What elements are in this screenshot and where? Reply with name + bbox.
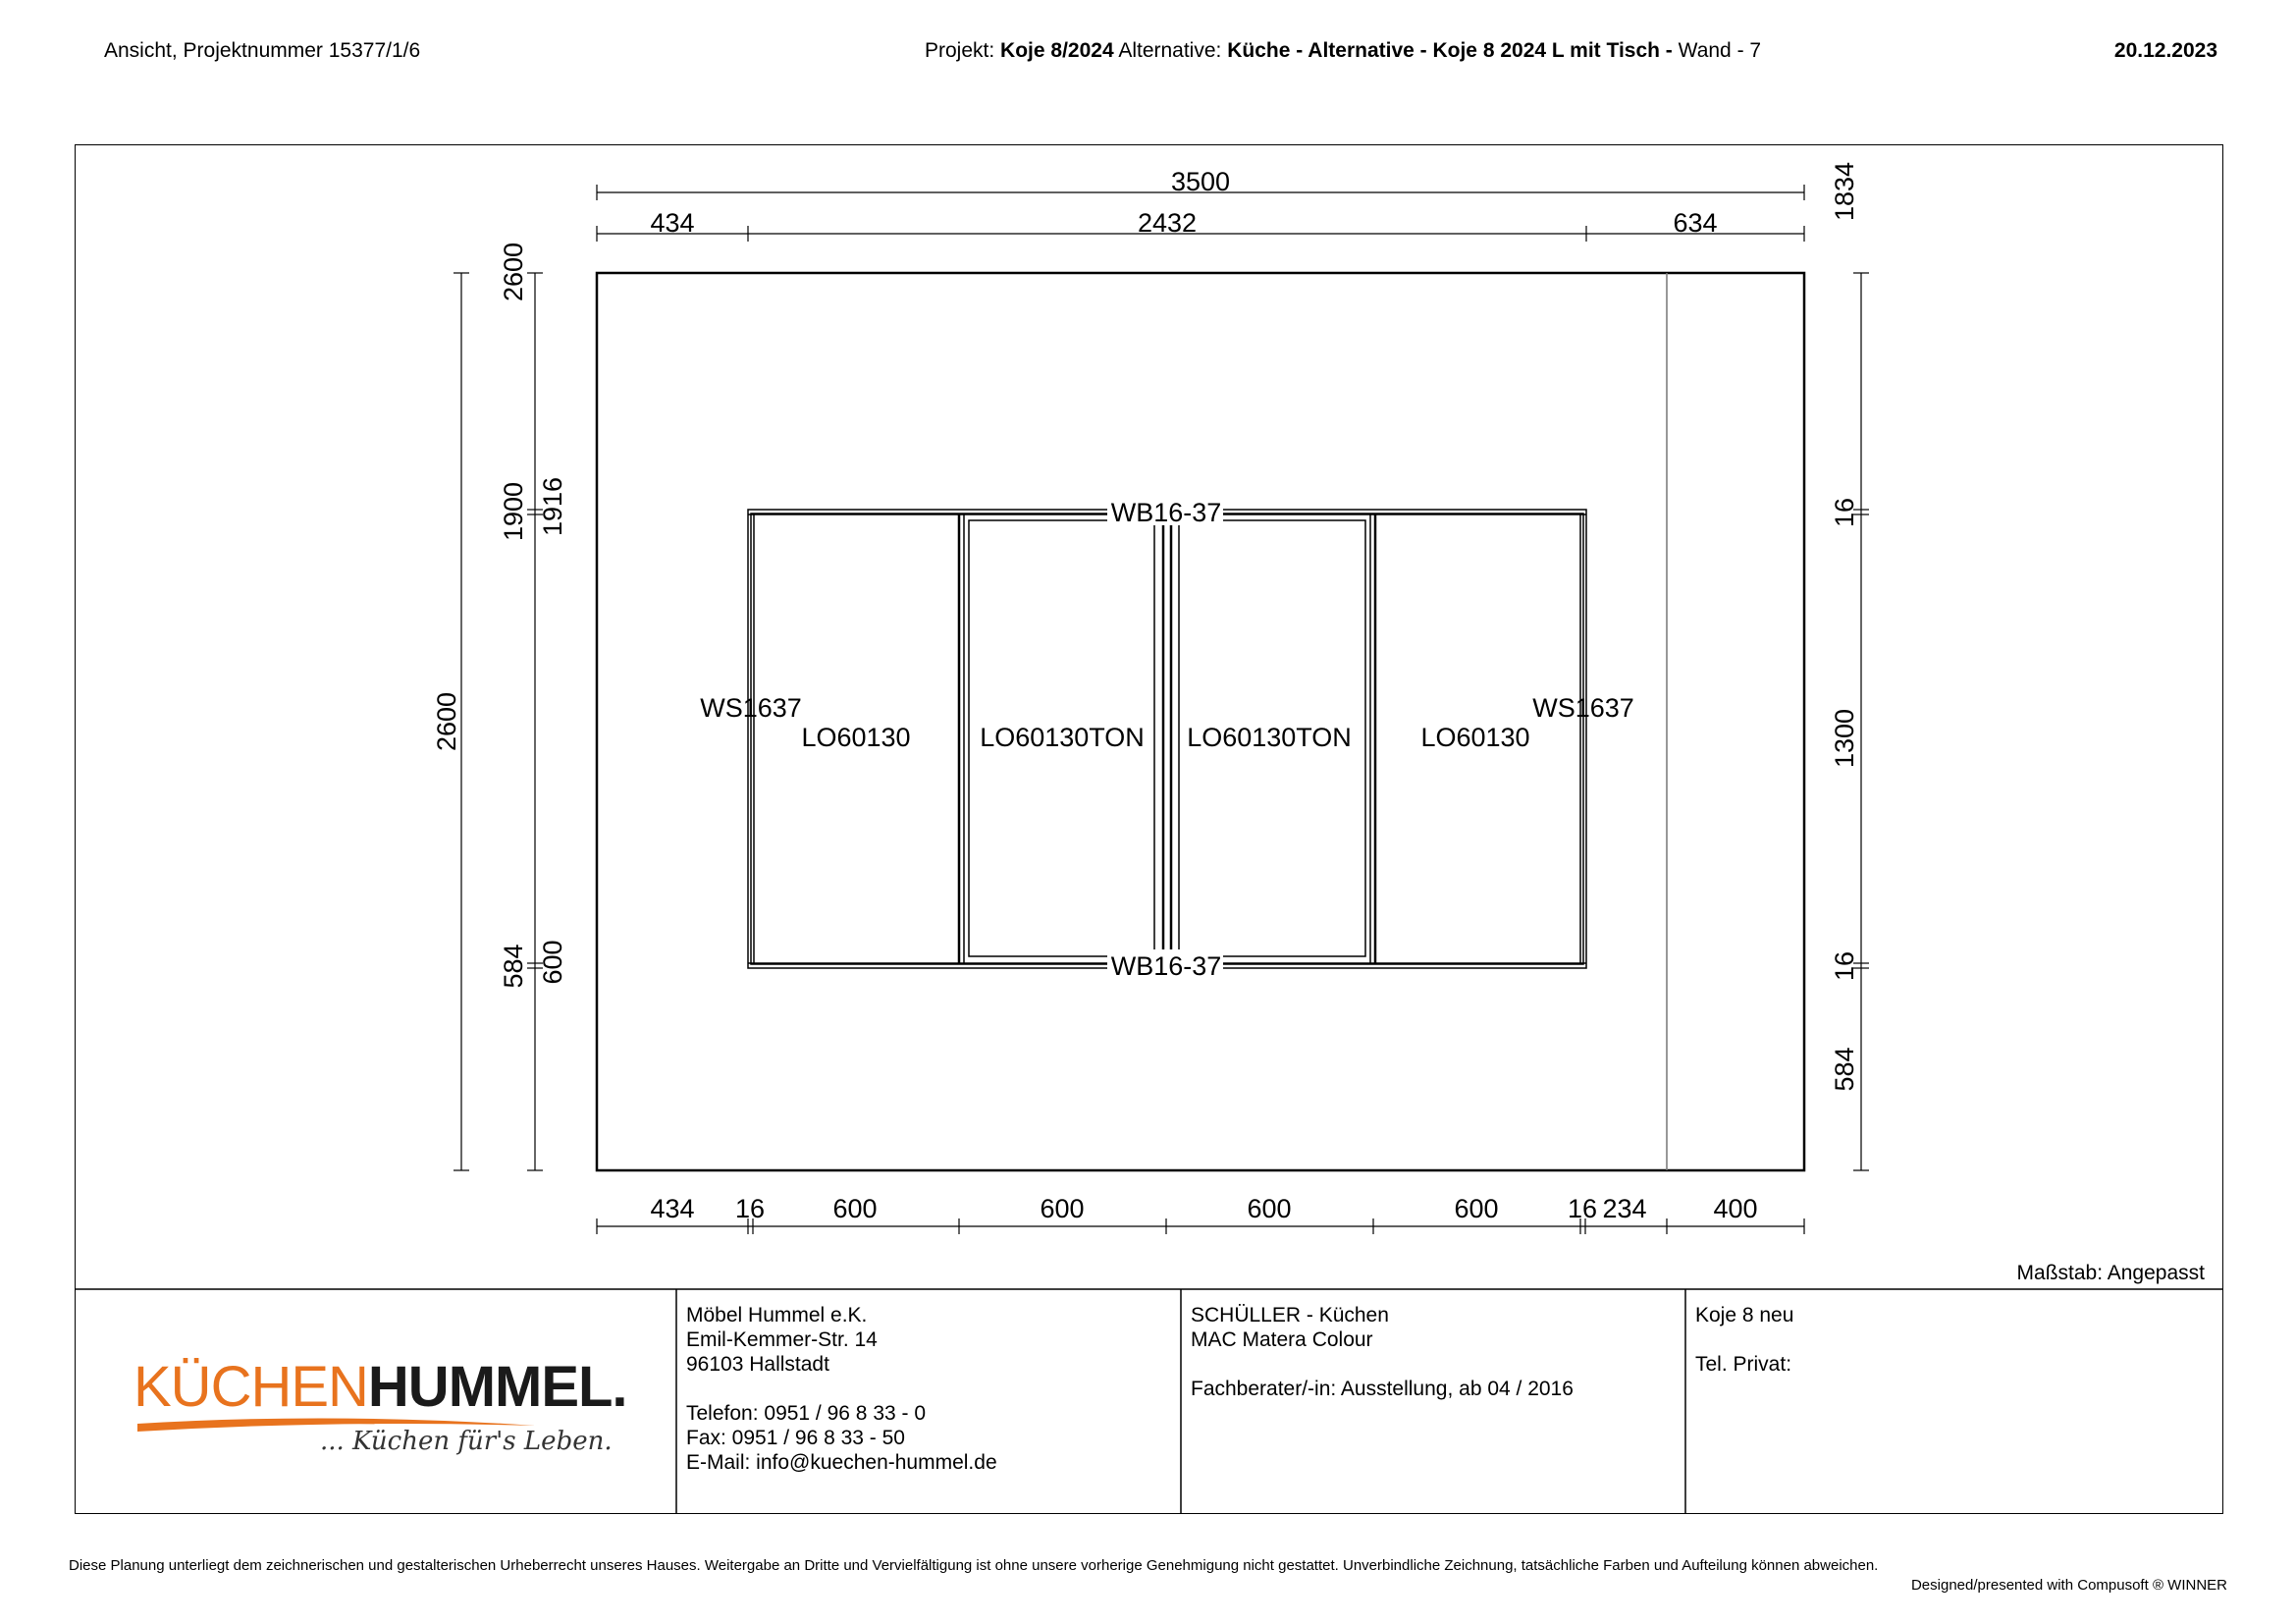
kitchen-cell	[1181, 1289, 1685, 1514]
label-unit: LO60130TON	[980, 723, 1145, 752]
dim-left-600: 600	[538, 940, 567, 985]
dim-right-16: 16	[1830, 950, 1859, 982]
copyright-disclaimer: Diese Planung unterliegt dem zeichnerischen und gestalterischen Urheberrecht unseres Hauses. Weitergabe an Dritte und Vervielfältigung ist ohne unsere vorherige Genehmigung nicht gestattet. Unverbindliche Zeichnung, tatsächliche Farben und Aufteilung können abweichen.	[69, 1557, 1879, 1574]
dim-bottom: 600	[1040, 1194, 1085, 1223]
logo-tagline: ... Küchen für's Leben.	[320, 1427, 613, 1456]
customer-name: Koje 8 neu	[1695, 1304, 1794, 1326]
company-fax: Fax: 0951 / 96 8 33 - 50	[686, 1427, 905, 1449]
dim-left-outer: 2600	[432, 691, 461, 752]
kitchen-model: MAC Matera Colour	[1191, 1328, 1373, 1351]
dim-bottom: 600	[1247, 1194, 1292, 1223]
dim-top-segment: 434	[650, 208, 695, 238]
dim-bottom: 16	[734, 1194, 766, 1223]
logo-part-a: KÜCHEN	[133, 1355, 368, 1419]
dim-top-segment: 634	[1673, 208, 1718, 238]
plan-date: 20.12.2023	[2113, 39, 2217, 62]
alternative-value: Küche - Alternative - Koje 8 2024 L mit Tisch -	[1227, 39, 1673, 62]
kitchen-brand: SCHÜLLER - Küchen	[1191, 1304, 1389, 1326]
label-unit: LO60130TON	[1187, 723, 1352, 752]
dim-bottom: 600	[1454, 1194, 1499, 1223]
project-label: Projekt:	[925, 39, 995, 62]
company-cell	[676, 1289, 1181, 1514]
label-unit: LO60130	[1420, 723, 1530, 752]
company-logo	[133, 1355, 627, 1456]
label-side-left: WS1637	[700, 693, 802, 723]
kitchen-advisor: Fachberater/-in: Ausstellung, ab 04 / 2016	[1191, 1378, 1574, 1400]
drawing-title: Ansicht, Projektnummer 15377/1/6	[104, 39, 421, 62]
dim-left-584: 584	[499, 944, 528, 989]
customer-cell	[1685, 1289, 2223, 1514]
logo-part-b: HUMMEL.	[367, 1355, 627, 1419]
scale-label: Maßstab: Angepasst	[2016, 1262, 2205, 1284]
label-side-right: WS1637	[1532, 693, 1634, 723]
dim-top-right-vertical: 1834	[1830, 161, 1859, 222]
dim-left-1916: 1916	[538, 476, 567, 537]
dim-right-1300: 1300	[1830, 708, 1859, 769]
customer-phone: Tel. Privat:	[1695, 1353, 1792, 1376]
dim-top-total: 3500	[1170, 167, 1231, 196]
dimension-lines	[454, 185, 1869, 1234]
label-bottom-board: WB16-37	[1110, 951, 1222, 981]
dim-bottom: 234	[1602, 1194, 1647, 1223]
dim-bottom: 434	[650, 1194, 695, 1223]
company-name: Möbel Hummel e.K.	[686, 1304, 868, 1326]
dim-bottom: 600	[832, 1194, 878, 1223]
company-email: E-Mail: info@kuechen-hummel.de	[686, 1451, 997, 1474]
dim-left-1900: 1900	[499, 481, 528, 542]
dim-right-16: 16	[1830, 497, 1859, 528]
company-city: 96103 Hallstadt	[686, 1353, 829, 1376]
wall-label: Wand - 7	[1678, 39, 1762, 62]
company-phone: Telefon: 0951 / 96 8 33 - 0	[686, 1402, 927, 1425]
alternative-label: Alternative:	[1118, 39, 1222, 62]
dim-left-inner-top: 2600	[499, 242, 528, 302]
dim-bottom: 16	[1567, 1194, 1598, 1223]
software-credit: Designed/presented with Compusoft ® WINNER	[1910, 1577, 2227, 1594]
company-street: Emil-Kemmer-Str. 14	[686, 1328, 878, 1351]
dim-right-584: 584	[1830, 1047, 1859, 1092]
dim-top-segment: 2432	[1137, 208, 1198, 238]
label-unit: LO60130	[801, 723, 911, 752]
project-value: Koje 8/2024	[1000, 39, 1114, 62]
label-top-board: WB16-37	[1110, 498, 1222, 527]
dim-bottom: 400	[1713, 1194, 1758, 1223]
